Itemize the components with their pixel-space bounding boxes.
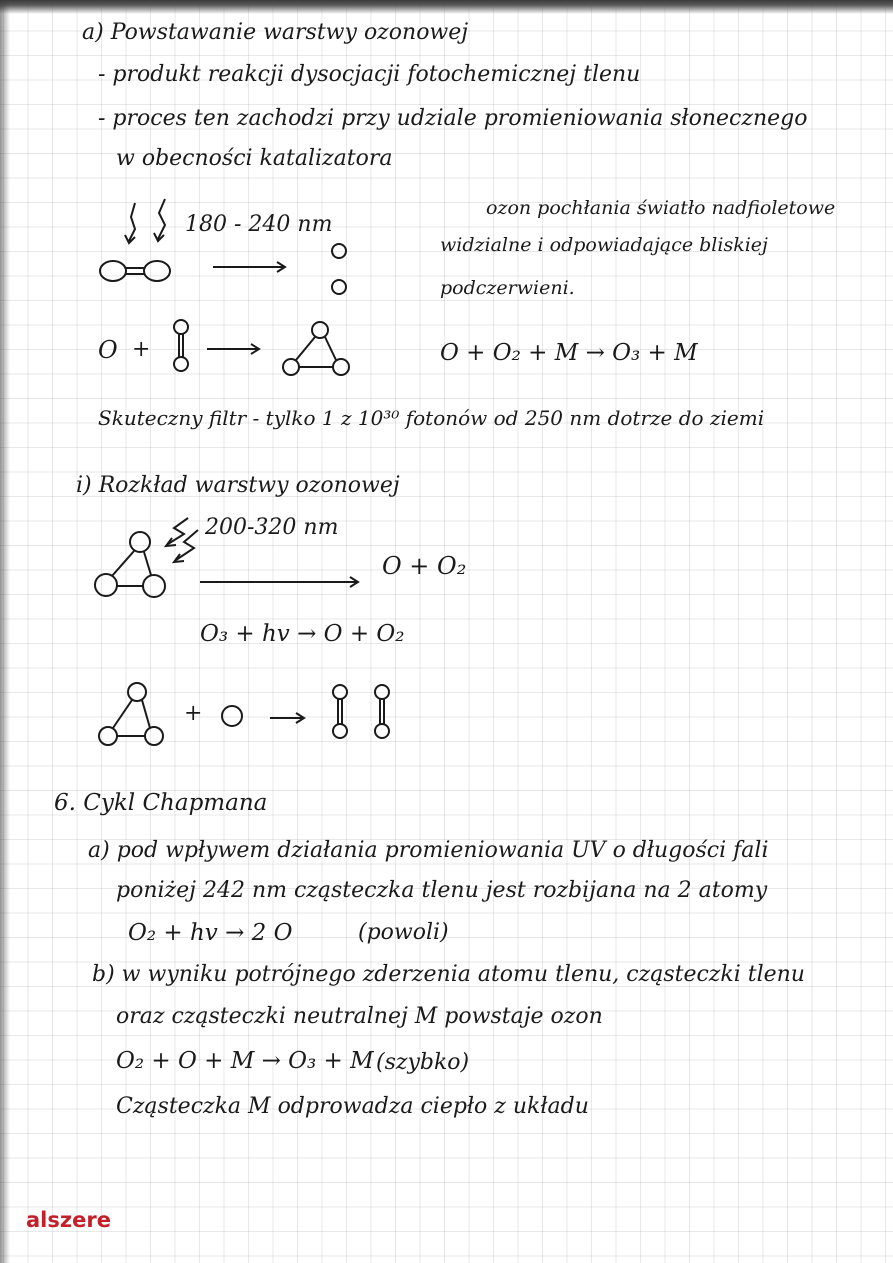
diagram2-plus: + <box>132 337 151 362</box>
page-top-edge <box>0 0 893 14</box>
section-6-b-equation: O₂ + O + M → O₃ + M <box>116 1048 374 1074</box>
section-6-b-line-2: oraz cząsteczki neutralnej M powstaje ozon <box>116 1004 603 1029</box>
diagram2-atom-O: O <box>98 336 118 364</box>
section-6-b-line-3: Cząsteczka M odprowadza ciepło z układu <box>116 1094 589 1119</box>
reaction-o-o2-m: O + O₂ + M → O₃ + M <box>440 340 698 366</box>
filter-note: Skuteczny filtr - tylko 1 z 10³⁰ fotonów od 250 nm dotrze do ziemi <box>98 406 765 430</box>
section-6-b-equation-note: (szybko) <box>376 1050 470 1075</box>
section-h-title: a) Powstawanie warstwy ozonowej <box>82 20 469 45</box>
section-6-a-equation-note: (powoli) <box>358 920 449 945</box>
side-note-line-2: widzialne i odpowiadające bliskiej <box>440 234 768 256</box>
section-h-bullet-1: - produkt reakcji dysocjacji fotochemicznej tlenu <box>98 62 641 87</box>
watermark-logo: alszere <box>26 1208 111 1232</box>
section-6-b-line-1: b) w wyniku potrójnego zderzenia atomu tlenu, cząsteczki tlenu <box>92 962 805 987</box>
section-6-title: 6. Cykl Chapmana <box>54 790 268 816</box>
diagram1-wavelength: 180 - 240 nm <box>185 212 333 237</box>
o2-to-o3-diagram <box>165 315 365 380</box>
side-note-line-1: ozon pochłania światło nadfioletowe <box>486 197 836 219</box>
side-note-line-3: podczerwieni. <box>440 277 575 299</box>
section-6-a-line-2: poniżej 242 nm cząsteczka tlenu jest rozbijana na 2 atomy <box>116 878 768 903</box>
section-6-a-line-1: a) pod wpływem działania promieniowania UV o długości fali <box>88 838 769 863</box>
section-6-a-equation: O₂ + hv → 2 O <box>128 920 293 946</box>
section-i-product: O + O₂ <box>382 552 467 580</box>
section-i-wavelength: 200-320 nm <box>205 515 339 540</box>
page-left-shadow <box>0 0 10 1263</box>
section-i-equation: O₃ + hv → O + O₂ <box>200 621 405 647</box>
o3-plus-o-diagram <box>92 680 412 750</box>
section-h-bullet-2-cont: w obecności katalizatora <box>116 146 393 171</box>
o3-plus-o-plus-sign: + <box>184 701 203 726</box>
section-i-title: i) Rozkład warstwy ozonowej <box>76 473 400 498</box>
section-h-bullet-2: - proces ten zachodzi przy udziale promieniowania słonecznego <box>98 106 808 131</box>
